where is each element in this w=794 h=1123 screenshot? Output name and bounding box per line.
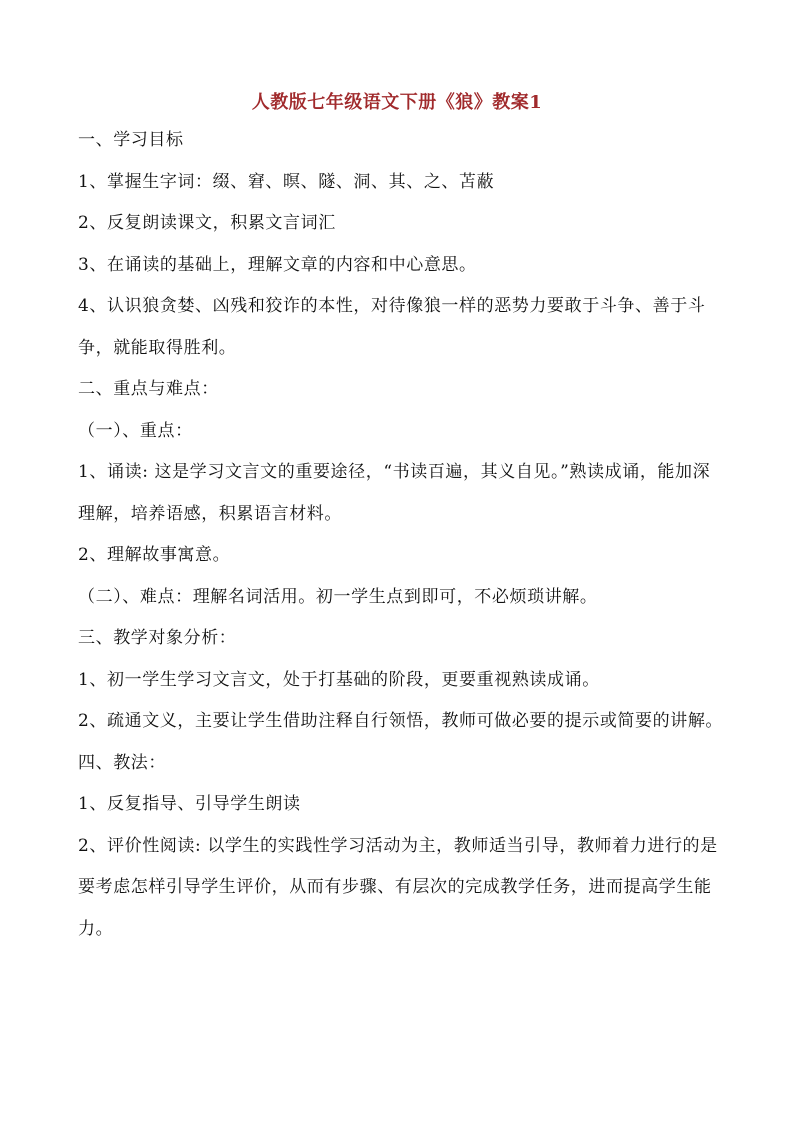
document-body — [78, 120, 726, 950]
objective-item-1: 1、掌握生字词：缀、窘、暝、隧、洞、其、之、苫蔽 — [78, 171, 495, 192]
method-item-2: 2、评价性阅读: 以学生的实践性学习活动为主，教师适当引导，教师着力进行的是要考虑怎样引导学生评价，从而有步骤、有层次的完成教学任务，进而提高学生能力。 — [78, 835, 718, 939]
method-item-1: 1、反复指导、引导学生朗读 — [78, 794, 301, 814]
section-heading-audience: 三、教学对象分析： — [78, 628, 237, 648]
audience-item-2: 2、疏通文义，主要让学生借助注释自行领悟，教师可做必要的提示或简要的讲解。 — [78, 711, 724, 731]
section-heading-objectives: 一、学习目标 — [78, 130, 184, 150]
objective-item-3: 3、在诵读的基础上，理解文章的内容和中心意思。 — [78, 254, 477, 275]
section-heading-key-points: 二、重点与难点： — [78, 379, 219, 399]
key-point-item-2: 2、理解故事寓意。 — [78, 545, 231, 565]
subheading-difficulty: （二）、难点：理解名词活用。初一学生点到即可，不必烦琐讲解。 — [78, 586, 598, 607]
document-title: 人教版七年级语文下册《狼》教案1 — [251, 92, 543, 113]
objective-item-2: 2、反复朗读课文，积累文言词汇 — [78, 213, 336, 233]
key-point-item-1: 1、诵读: 这是学习文言文的重要途径，“书读百遍，其义自见。”熟读成诵，能加深理解，培养语感，积累语言材料。 — [78, 462, 711, 524]
subheading-key-point: （一）、重点： — [78, 420, 193, 441]
audience-item-1: 1、初一学生学习文言文，处于打基础的阶段，更要重视熟读成诵。 — [78, 669, 600, 690]
objective-item-4: 4、认识狼贪婪、凶残和狡诈的本性，对待像狼一样的恶势力要敢于斗争、善于斗争，就能取得胜利。 — [78, 296, 706, 358]
section-heading-methods: 四、教法： — [78, 752, 166, 773]
